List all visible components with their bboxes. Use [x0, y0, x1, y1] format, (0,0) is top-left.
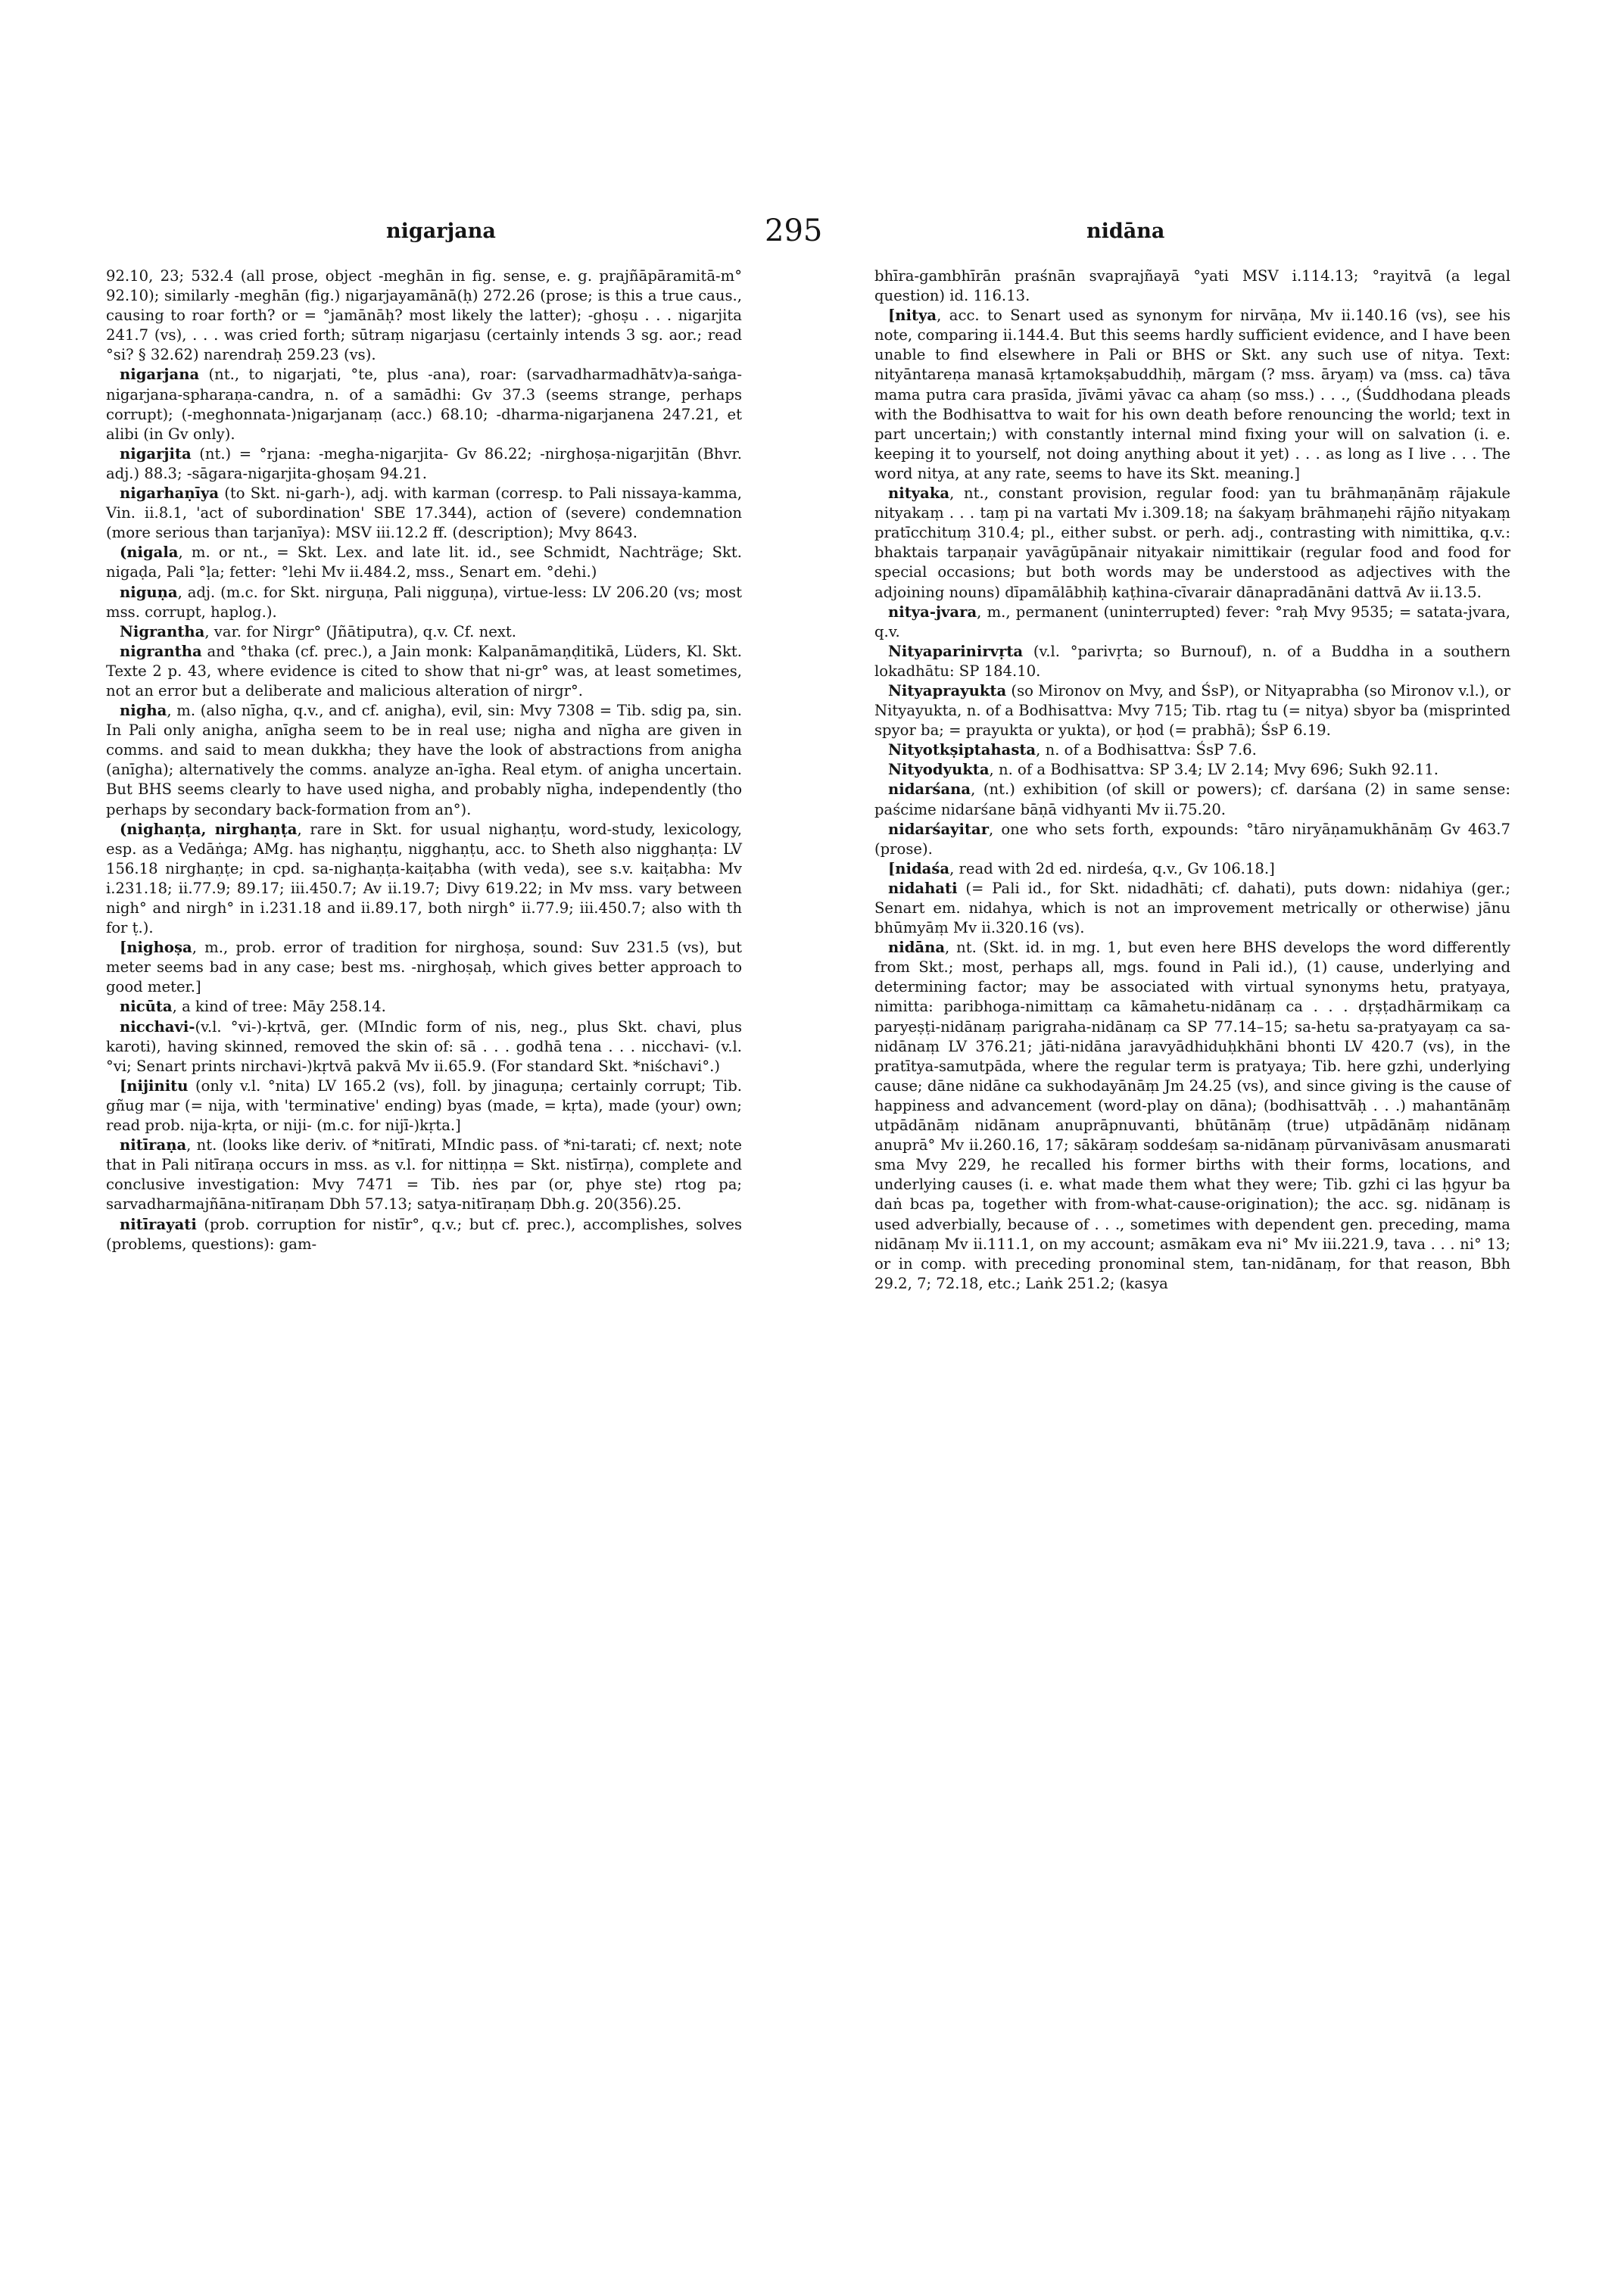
dictionary-entry [874, 306, 1510, 484]
dictionary-entry [874, 760, 1510, 780]
entry-text: , rare in Skt. for usual nighaṇṭu, word-study, lexicology, esp. as a Vedāṅga; AMg. has nighaṇṭu, nigghaṇṭu, acc. to Sheth also nigghaṇṭa: LV 156.18 nirghaṇṭe; in cpd. sa-nighaṇṭa-kaiṭabha (with veda), see s.v. kaiṭabha: Mv i.231.18; ii.77.9; 89.17; iii.450.7; Av ii.19.7; Divy 619.22; in Mv mss. vary between nigh° and nirgh° in i.231.18 and ii.89.17, both nirgh° ii.77.9; iii.450.7; also with th for ṭ.). [106, 820, 742, 937]
entry-text: , nt. (looks like deriv. of *nitīrati, MIndic pass. of *ni-tarati; cf. next; note that in Pali nitīraṇa occurs in mss. as v.l. for nittiṇṇa = Skt. nistīrṇa), complete and conclusive investigation: Mvy 7471 = Tib. ṅes par (or, phye ste) rtog pa; sarvadharmajñāna-nitīraṇam Dbh 57.13; satya-nitīraṇaṃ Dbh.g. 20(356).25. [106, 1136, 742, 1213]
headword: nidarśayitar [888, 820, 990, 838]
entry-text: (prob. corruption for nistīr°, q.v.; but cf. prec.), accomplishes, solves (problems, questions): gam- [106, 1215, 742, 1253]
entry-text: and °thaka (cf. prec.), a Jain monk: Kalpanāmaṇḍitikā, Lüders, Kl. Skt. Texte 2 p. 43, where evidence is cited to show that ni-gr° was, at least sometimes, not an error but a deliberate and malicious alteration of nirgr°. [106, 642, 742, 699]
entry-text: , m. or nt., = Skt. Lex. and late lit. id., see Schmidt, Nachträge; Skt. nigaḍa, Pali °ḷa; fetter: °lehi Mv ii.484.2, mss., Senart em. °dehi.) [106, 544, 742, 581]
entry-text: , var. for Nirgr° (Jñātiputra), q.v. Cf. next. [204, 622, 517, 640]
headword: (nigala [120, 544, 179, 562]
entry-text: (so Mironov on Mvy, and ŚsP), or Nityaprabha (so Mironov v.l.), or Nityayukta, n. of a Bodhisattva: Mvy 715; Tib. rtag tu (= nitya) sbyor ba (misprinted spyor ba; = prayukta or yukta), or ḥod (= prabhā); ŚsP 6.19. [874, 681, 1510, 740]
entry-text: , a kind of tree: Māy 258.14. [172, 998, 386, 1016]
dictionary-entry [874, 820, 1510, 859]
entry-text: , adj. (m.c. for Skt. nirguṇa, Pali nigguṇa), virtue-less: LV 206.20 (vs; most mss. corrupt, haplog.). [106, 583, 742, 621]
headword: nitya-jvara [888, 603, 977, 621]
dictionary-entry [874, 938, 1510, 1294]
dictionary-entry [874, 859, 1510, 879]
headword: nitīraṇa [120, 1136, 187, 1154]
dictionary-entry [106, 1136, 742, 1214]
headword: Nityaparinirvṛta [888, 642, 1024, 660]
headword: [nitya [888, 307, 937, 325]
dictionary-entry [106, 543, 742, 582]
headword: nicūta [120, 998, 173, 1016]
entry-text: (v.l. °parivṛta; so Burnouf), n. of a Buddha in a southern lokadhātu: SP 184.10. [874, 642, 1510, 680]
headword: nigarhaṇīya [120, 484, 220, 503]
dictionary-entry [874, 780, 1510, 819]
entry-text: , nt., constant provision, regular food: yan tu brāhmaṇānāṃ rājakule nityakaṃ . . . taṃ pi na vartati Mv i.309.18; na śakyaṃ brāhmaṇehi rājño nityakaṃ pratīcchituṃ 310.4; pl., either subst. or perh. adj., contrasting with nimittika, q.v.: bhaktais tarpaṇair yavāgūpānair nityakair nimittikair (regular food and food for special occasions; but both words may be understood as adjectives with the adjoining nouns) dīpamālābhiḥ kaṭhina-cīvarair dānapradānāni dattvā Av ii.13.5. [874, 484, 1510, 601]
headword: Nityotkṣiptahasta [888, 741, 1036, 759]
headword: Nityaprayukta [888, 681, 1007, 699]
entry-text: , acc. to Senart used as synonym for nirvāṇa, Mv ii.140.16 (vs), see his note, comparing ii.144.4. But this seems hardly sufficient evidence, and I have been unable to find elsewhere in Pali or BHS or Skt. any such use of nitya. Text: nityāntareṇa manasā kṛtamokṣabuddhiḥ, mārgam (? mss. āryaṃ) va (mss. ca) tāva mama putra cara prasīda, jīvāmi yāvac ca ahaṃ (so mss.) . . ., (Śuddhodana pleads with the Bodhisattva to wait for his own death before renouncing the world; text in part uncertain;) with constantly internal mind fixing your will on salvation (i. e. keeping it to yourself, not doing anything about it yet) . . . as long as I live . . . The word nitya, at any rate, seems to have its Skt. meaning.] [874, 307, 1510, 482]
headword: nigarjana [120, 366, 200, 384]
dictionary-entry [106, 622, 742, 642]
left-guide-word: nigarjana [386, 220, 496, 243]
headword: nidāna [888, 939, 946, 957]
dictionary-entry [106, 266, 742, 365]
dictionary-entry [874, 740, 1510, 760]
entry-text: (to Skt. ni-garh-), adj. with karman (corresp. to Pali nissaya-kamma, Vin. ii.8.1, 'act of subordination' SBE 17.344), action of (severe) condemnation (more serious than tarjanīya): MSV iii.12.2 ff. (description); Mvy 8643. [106, 484, 742, 542]
dictionary-entry [106, 701, 742, 820]
headword: Nigrantha [120, 622, 205, 640]
headword: [nijinitu [120, 1076, 189, 1095]
headword: niguṇa [120, 583, 178, 601]
dictionary-entry [106, 997, 742, 1017]
dictionary-entry [106, 1215, 742, 1254]
headword: [nidaśa [888, 859, 950, 877]
entry-text: , n. of a Bodhisattva: SP 3.4; LV 2.14; Mvy 696; Sukh 92.11. [989, 761, 1439, 779]
dictionary-entry [874, 484, 1510, 603]
dictionary-entry [106, 484, 742, 543]
headword: nitīrayati [120, 1215, 197, 1233]
dictionary-entry [106, 1017, 742, 1076]
entry-text: (only v.l. °nita) LV 165.2 (vs), foll. by jinaguṇa; certainly corrupt; Tib. gñug mar (= nija, with 'terminative' ending) byas (made, = kṛta), made (your) own; read prob. nija-kṛta, or niji- (m.c. for nijī-)kṛta.] [106, 1076, 742, 1135]
entry-text: , one who sets forth, expounds: °tāro niryāṇamukhānāṃ Gv 463.7 (prose). [874, 820, 1510, 858]
entry-text: , n. of a Bodhisattva: ŚsP 7.6. [1036, 741, 1257, 759]
entry-text: (nt., to nigarjati, °te, plus -ana), roar: (sarvadharmadhātv)a-saṅga-nigarjana-spharaṇa-candra, n. of a samādhi: Gv 37.3 (seems strange, perhaps corrupt); (-meghonnata-)nigarjanaṃ (acc.) 68.10; -dharma-nigarjanena 247.21, et alibi (in Gv only). [106, 366, 742, 443]
dictionary-entry [874, 642, 1510, 681]
headword: [nighoṣa [120, 939, 192, 957]
entry-text: , m., permanent (uninterrupted) fever: °raḥ Mvy 9535; = satata-jvara, q.v. [874, 603, 1510, 640]
entry-text: (nt.) = °rjana: -megha-nigarjita- Gv 86.22; -nirghoṣa-nigarjitān (Bhvr. adj.) 88.3; -sāgara-nigarjita-ghoṣam 94.21. [106, 444, 742, 482]
headword: nityaka [888, 484, 950, 503]
headword: nidahati [888, 879, 958, 897]
headword: nidarśana [888, 780, 971, 799]
entry-text: 92.10, 23; 532.4 (all prose, object -meghān in fig. sense, e. g. prajñāpāramitā-m° 92.10); similarly -meghān (fig.) nigarjayamānā(ḥ) 272.26 (prose; is this a true caus., causing to roar forth? or = °jamānāḥ? most likely the latter); -ghoṣu . . . nigarjita 241.7 (vs), . . . was cried forth; sūtraṃ nigarjasu (certainly intends 3 sg. aor.; read °si? § 32.62) narendraḥ 259.23 (vs). [106, 267, 742, 364]
dictionary-entry [106, 642, 742, 701]
entry-text: (= Pali id., for Skt. nidadhāti; cf. dahati), puts down: nidahiya (ger.; Senart em. nidahya, which is not an improvement metrically or otherwise) jānu bhūmyāṃ Mv ii.320.16 (vs). [874, 879, 1510, 937]
right-column [874, 266, 1510, 1294]
dictionary-entry [106, 1076, 742, 1136]
right-guide-word: nidāna [1086, 220, 1165, 243]
headword: (nighaṇṭa, nirghaṇṭa [120, 820, 298, 838]
entry-text: , (nt.) exhibition (of skill or powers); cf. darśana (2) in same sense: paścime nidarśane bāṇā vidhyanti Mv ii.75.20. [874, 780, 1510, 818]
dictionary-entry [106, 820, 742, 939]
dictionary-entry [106, 444, 742, 484]
entry-text: , nt. (Skt. id. in mg. 1, but even here BHS develops the word differently from Skt.; most, perhaps all, mgs. found in Pali id.), (1) cause, underlying and determining factor; may be associated with virtual synonyms hetu, pratyaya, nimitta: paribhoga-nimittaṃ ca kāmahetu-nidānaṃ ca . . . dṛṣṭadhārmikaṃ ca paryeṣṭi-nidānaṃ parigraha-nidānaṃ ca SP 77.14–15; sa-hetu sa-pratyayaṃ ca sa-nidānaṃ LV 376.21; jāti-nidāna jaravyādhiduḥkhāni bhonti LV 420.7 (vs), in the pratītya-samutpāda, where the regular term is pratyaya; Tib. here gzhi, underlying cause; dāne nidāne ca sukhodayānāṃ Jm 24.25 (vs), and since giving is the cause of happiness and advancement (word-play on dāna); (bodhisattvāḥ . . .) mahantānāṃ utpādānāṃ nidānam anuprāpnuvanti, bhūtānāṃ (true) utpādānāṃ nidānaṃ anuprā° Mv ii.260.16, 17; sākāraṃ soddeśaṃ sa-nidānaṃ pūrvanivāsam anusmarati sma Mvy 229, he recalled his former births with their forms, locations, and underlying causes (i. e. what made them what they were; Tib. gzhi ci las ḥgyur ba daṅ bcas pa, together with from-what-cause-origination); the acc. sg. nidānaṃ is used adverbially, because of . . ., sometimes with dependent gen. preceding, mama nidānaṃ Mv ii.111.1, on my account; asmākam eva ni° Mv iii.221.9, tava . . . ni° 13; or in comp. with preceding pronominal stem, tan-nidānaṃ, for that reason, Bbh 29.2, 7; 72.18, etc.; Laṅk 251.2; (kasya [874, 939, 1510, 1292]
dictionary-entry [106, 365, 742, 444]
dictionary-entry [106, 938, 742, 997]
headword: nigarjita [120, 444, 192, 463]
entry-text: bhīra-gambhīrān praśnān svaprajñayā °yati MSV i.114.13; °rayitvā (a legal question) id. 116.13. [874, 267, 1510, 305]
left-column [106, 266, 742, 1254]
dictionary-entry [874, 681, 1510, 740]
entry-text: , m., prob. error of tradition for nirghoṣa, sound: Suv 231.5 (vs), but meter seems bad in any case; best ms. -nirghoṣaḥ, which gives better approach to good meter.] [106, 939, 742, 996]
dictionary-entry [874, 879, 1510, 938]
entry-text: (v.l. °vi-)-kṛtvā, ger. (MIndic form of nis, neg., plus Skt. chavi, plus karoti), having skinned, removed the skin of: sā . . . godhā tena . . . nicchavi- (v.l. °vi; Senart prints nirchavi-)kṛtvā pakvā Mv ii.65.9. (For standard Skt. *niśchavi°.) [106, 1017, 742, 1075]
entry-text: , read with 2d ed. nirdeśa, q.v., Gv 106.18.] [949, 859, 1275, 877]
page-number: 295 [765, 213, 823, 248]
headword: Nityodyukta [888, 761, 990, 779]
dictionary-entry [874, 266, 1510, 306]
headword: nigrantha [120, 642, 202, 660]
entry-text: , m. (also nīgha, q.v., and cf. anigha), evil, sin: Mvy 7308 = Tib. sdig pa, sin. In Pali only anigha, anīgha seem to be in real use; nigha and nīgha are given in comms. and said to mean dukkha; they have the look of abstractions from anigha (anīgha); alternatively the comms. analyze an-īgha. Real etym. of anigha uncertain. But BHS seems clearly to have used nigha, and probably nīgha, independently (tho perhaps by secondary back-formation from an°). [106, 702, 742, 818]
dictionary-entry [106, 583, 742, 622]
headword: nigha [120, 702, 167, 720]
dictionary-entry [874, 603, 1510, 642]
headword: nicchavi- [120, 1017, 195, 1036]
